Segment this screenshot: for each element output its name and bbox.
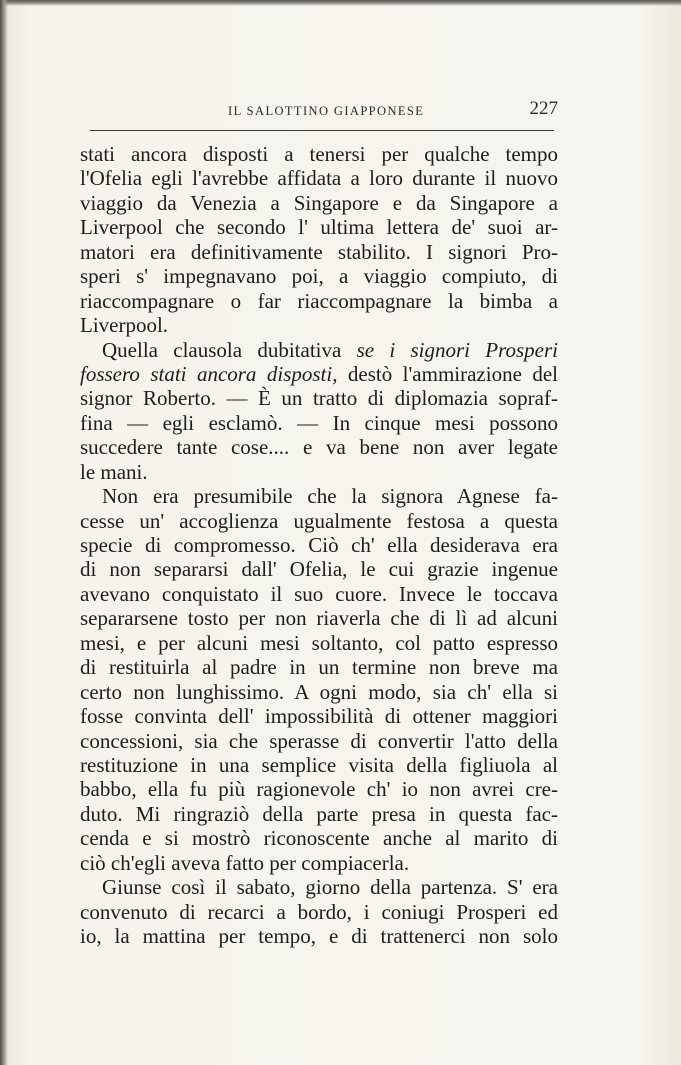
running-header (90, 98, 560, 122)
running-title: IL SALOTTINO GIAPPONESE (228, 104, 425, 118)
body-text (80, 142, 558, 948)
text-line: speri s' impegnavano poi, a viaggio compiuto, di (80, 264, 558, 289)
text-line: certo non lunghissimo. A ogni modo, sia ch' ella si (80, 679, 558, 704)
text-line: separarsene tosto per non riaverla che di lì ad alcuni (80, 606, 558, 631)
page-number: 227 (529, 98, 558, 119)
text-line: duto. Mi ringraziò della parte presa in questa fac- (80, 801, 558, 826)
text-line: fosse convinta dell' impossibilità di ottener maggiori (80, 704, 558, 729)
text-line: riaccompagnare o far riaccompagnare la bimba a (80, 288, 558, 313)
text-line (80, 362, 558, 386)
text-line: Liverpool che secondo l' ultima lettera de' suoi ar- (80, 215, 558, 240)
text-line: io, la mattina per tempo, e di trattenerci non solo (80, 924, 558, 948)
text-line: viaggio da Venezia a Singapore e da Singapore a (80, 190, 558, 215)
text-line: fina — egli esclamò. — In cinque mesi possono (80, 410, 558, 435)
text-line: succedere tante cose.... e va bene non aver legate (80, 435, 558, 460)
text-line: restituzione in una semplice visita della figliuola al (80, 752, 558, 777)
text-line: di non separarsi dall' Ofelia, le cui grazie ingenue (80, 557, 558, 582)
text-line: ciò ch'egli aveva fatto per compiacerla. (80, 850, 410, 875)
page-binding-edge (0, 0, 8, 1065)
italic-run: fossero stati ancora disposti, (80, 361, 338, 386)
text-line: l'Ofelia egli l'avrebbe affidata a loro durante il nuovo (80, 166, 558, 191)
text-line: mesi, e per alcuni mesi soltanto, col patto espresso (80, 630, 558, 655)
text-line: matori era definitivamente stabilito. I signori Pro- (80, 239, 558, 264)
text-run: Quella clausola dubitativa (102, 337, 342, 362)
text-line: specie di compromesso. Ciò ch' ella desiderava era (80, 533, 558, 557)
text-line (80, 338, 558, 362)
text-line: Giunse così il sabato, giorno della partenza. S' era (102, 875, 558, 900)
text-line: signor Roberto. — È un tratto di diplomazia sopraf- (80, 386, 558, 411)
text-line: Non era presumibile che la signora Agnese fa- (102, 484, 558, 509)
text-line: babbo, ella fu più ragionevole ch' io non avrei cre- (80, 777, 558, 802)
italic-run: se i signori Prosperi (356, 337, 559, 362)
text-line: di restituirla al padre in un termine non breve ma (80, 655, 558, 680)
text-line: avevano conquistato il suo cuore. Invece le toccava (80, 581, 558, 606)
page-top-edge (0, 0, 681, 6)
text-line: le mani. (80, 459, 148, 484)
text-line: convenuto di recarci a bordo, i coniugi Prosperi ed (80, 899, 558, 924)
text-line: stati ancora disposti a tenersi per qualche tempo (80, 142, 558, 166)
header-rule (90, 130, 554, 131)
text-run: destò l'ammirazione del (347, 361, 558, 386)
text-line: cenda e si mostrò riconoscente anche al marito di (80, 826, 558, 851)
text-line: cesse un' accoglienza ugualmente festosa a questa (80, 508, 558, 533)
text-line: concessioni, sia che sperasse di convertir l'atto della (80, 728, 558, 753)
text-line: Liverpool. (80, 313, 169, 338)
